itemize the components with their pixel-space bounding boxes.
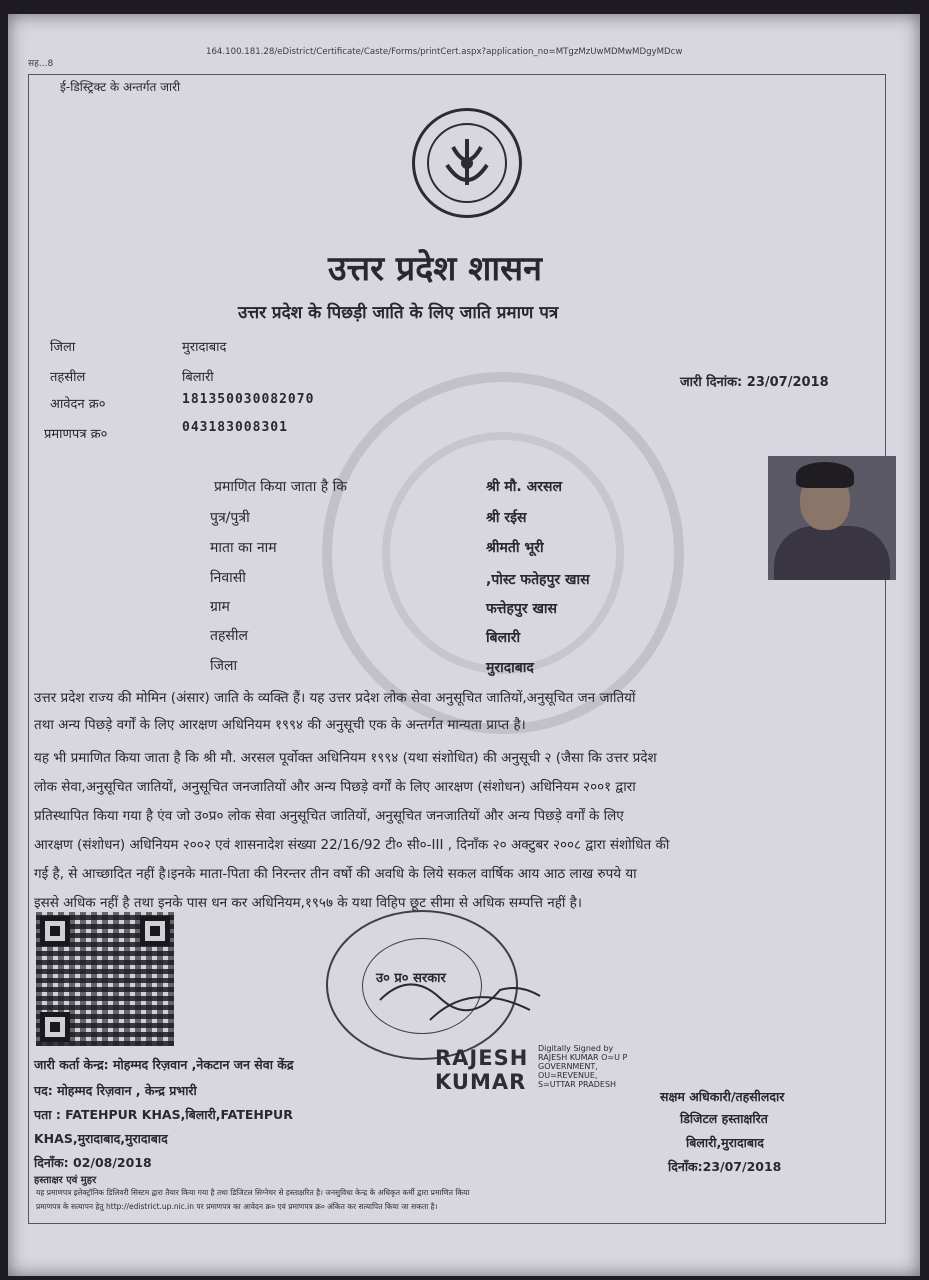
issuer-address-cont: KHAS,मुरादाबाद,मुरादाबाद bbox=[34, 1131, 168, 1146]
authority-title: सक्षम अधिकारी/तहसीलदार bbox=[660, 1089, 785, 1104]
meta-label-certificate: प्रमाणपत्र क्र० bbox=[44, 427, 108, 442]
field-value-name: श्री मौ. अरसल bbox=[486, 479, 562, 495]
digital-signature-line: GOVERNMENT, bbox=[538, 1062, 598, 1071]
meta-label-tehsil: तहसील bbox=[50, 370, 86, 385]
para2-line: लोक सेवा,अनुसूचित जातियों, अनुसूचित जनजातियों और अन्य पिछड़े वर्गों के लिए आरक्षण (संशोधन) अधिनियम २००१ द्वारा bbox=[34, 779, 636, 795]
field-value-village: फत्तेहपुर खास bbox=[486, 601, 557, 617]
authority-location: बिलारी,मुरादाबाद bbox=[686, 1135, 764, 1150]
meta-value-certificate: 043183008301 bbox=[182, 420, 288, 435]
meta-label-application: आवेदन क्र० bbox=[50, 397, 106, 412]
field-value-father: श्री रईस bbox=[486, 510, 527, 526]
applicant-photo bbox=[768, 456, 896, 580]
signer-name-line2: KUMAR bbox=[435, 1070, 527, 1094]
issuer-center: जारी कर्ता केन्द्र: मोहम्मद रिज़वान ,नेकटान जन सेवा केंद्र bbox=[34, 1057, 294, 1072]
field-label: प्रमाणित किया जाता है कि bbox=[214, 479, 348, 495]
digital-signature-line: Digitally Signed by bbox=[538, 1044, 614, 1053]
field-label: ग्राम bbox=[210, 599, 230, 615]
digital-signature-block bbox=[538, 1044, 627, 1089]
signer-name-line1: RAJESH bbox=[435, 1046, 529, 1070]
edistrict-note: ई-डिस्ट्रिक्ट के अन्तर्गत जारी bbox=[60, 80, 181, 94]
certificate-title: उत्तर प्रदेश के पिछड़ी जाति के लिए जाति प्रमाण पत्र bbox=[238, 303, 559, 323]
field-value-district: मुरादाबाद bbox=[486, 660, 534, 676]
issuer-date: दिनाँक: 02/08/2018 bbox=[34, 1155, 152, 1170]
para1-line: तथा अन्य पिछड़े वर्गों के लिए आरक्षण अधिनियम १९९४ की अनुसूची एक के अन्तर्गत मान्यता प्राप्त है। bbox=[34, 717, 526, 733]
issuer-sign-stamp: हस्ताक्षर एवं मुहर bbox=[34, 1175, 97, 1186]
field-value-residence: ,पोस्ट फतेहपुर खास bbox=[486, 572, 590, 588]
meta-label-district: जिला bbox=[50, 340, 76, 355]
page-number: सह...8 bbox=[28, 59, 54, 69]
para2-line: आरक्षण (संशोधन) अधिनियम २००२ एवं शासनादेश संख्या 22/16/92 टी० सी०-III , दिनाँक २० अक्टुबर २००८ द्वारा संशोधित की bbox=[34, 837, 670, 853]
field-label: माता का नाम bbox=[210, 540, 277, 556]
seal-text: उ० प्र० सरकार bbox=[376, 971, 446, 986]
issuer-address: पता : FATEHPUR KHAS,बिलारी,FATEHPUR bbox=[34, 1107, 293, 1122]
meta-value-application: 181350030082070 bbox=[182, 392, 315, 407]
digital-signature-line: S=UTTAR PRADESH bbox=[538, 1080, 617, 1089]
handwritten-signature-icon bbox=[370, 960, 570, 1040]
field-label: तहसील bbox=[210, 628, 248, 644]
para2-line: इससे अधिक नहीं है तथा इनके पास धन कर अधिनियम,१९५७ के यथा विहिप छूट सीमा से अधिक सम्पत्ति नहीं है। bbox=[34, 895, 582, 911]
digital-signature-line: OU=REVENUE, bbox=[538, 1071, 598, 1080]
meta-value-district: मुरादाबाद bbox=[182, 340, 227, 355]
meta-value-tehsil: बिलारी bbox=[182, 370, 214, 385]
digital-signature-line: RAJESH KUMAR O=U P bbox=[538, 1053, 628, 1062]
gov-title: उत्तर प्रदेश शासन bbox=[328, 249, 543, 289]
field-label: जिला bbox=[210, 658, 238, 674]
field-value-mother: श्रीमती भूरी bbox=[486, 540, 544, 556]
field-value-tehsil: बिलारी bbox=[486, 630, 521, 646]
fine-print-line: यह प्रमाणपत्र इलेक्ट्रॉनिक डिलिवरी सिस्टम द्वारा तैयार किया गया है तथा डिजिटल सिग्नेचर से हस्ताक्षरित है। जनसुविधा केन्द्र के अधिकृत कर्मी द्वारा प्रमाणित किया bbox=[36, 1188, 470, 1197]
authority-date: दिनाँक:23/07/2018 bbox=[668, 1159, 782, 1174]
field-label: पुत्र/पुत्री bbox=[210, 510, 250, 526]
authority-digital: डिजिटल हस्ताक्षरित bbox=[680, 1111, 768, 1126]
para2-line: गई है, से आच्छादित नहीं है।इनके माता-पिता की निरन्तर तीन वर्षो की अवधि के लिये सकल वार्षिक आय आठ लाख रुपये या bbox=[34, 866, 637, 882]
para2-line: प्रतिस्थापित किया गया है एंव जो उ०प्र० लोक सेवा अनुसूचित जातियों, अनुसूचित जनजातियों और अन्य पिछड़े वर्गों के लिए bbox=[34, 808, 624, 824]
para2-line: यह भी प्रमाणित किया जाता है कि श्री मौ. अरसल पूर्वोक्त अधिनियम १९९४ (यथा संशोधित) की अनुसूची २ (जैसा कि उत्तर प्रदेश bbox=[34, 750, 657, 766]
para1-line: उत्तर प्रदेश राज्य की मोमिन (अंसार) जाति के व्यक्ति हैं। यह उत्तर प्रदेश लोक सेवा अनुसूचित जातियों,अनुसूचित जन जातियों bbox=[34, 690, 636, 706]
field-label: निवासी bbox=[210, 570, 246, 586]
issuer-post: पद: मोहम्मद रिज़वान , केन्द्र प्रभारी bbox=[34, 1083, 197, 1098]
fine-print-line: प्रमाणपत्र के सत्यापन हेतु http://edistrict.up.nic.in पर प्रमाणपत्र का आवेदन क्र० एवं प्रमाणपत्र क्र० अंकित कर सत्यापित किया जा सकता है। bbox=[36, 1202, 438, 1211]
issue-date: जारी दिनांक: 23/07/2018 bbox=[680, 375, 829, 390]
page-url: 164.100.181.28/eDistrict/Certificate/Caste/Forms/printCert.aspx?application_no=MTgzMzUwMDMwMDgyMDcw bbox=[206, 47, 683, 57]
qr-code-icon bbox=[36, 912, 174, 1046]
up-emblem-icon bbox=[412, 108, 522, 218]
